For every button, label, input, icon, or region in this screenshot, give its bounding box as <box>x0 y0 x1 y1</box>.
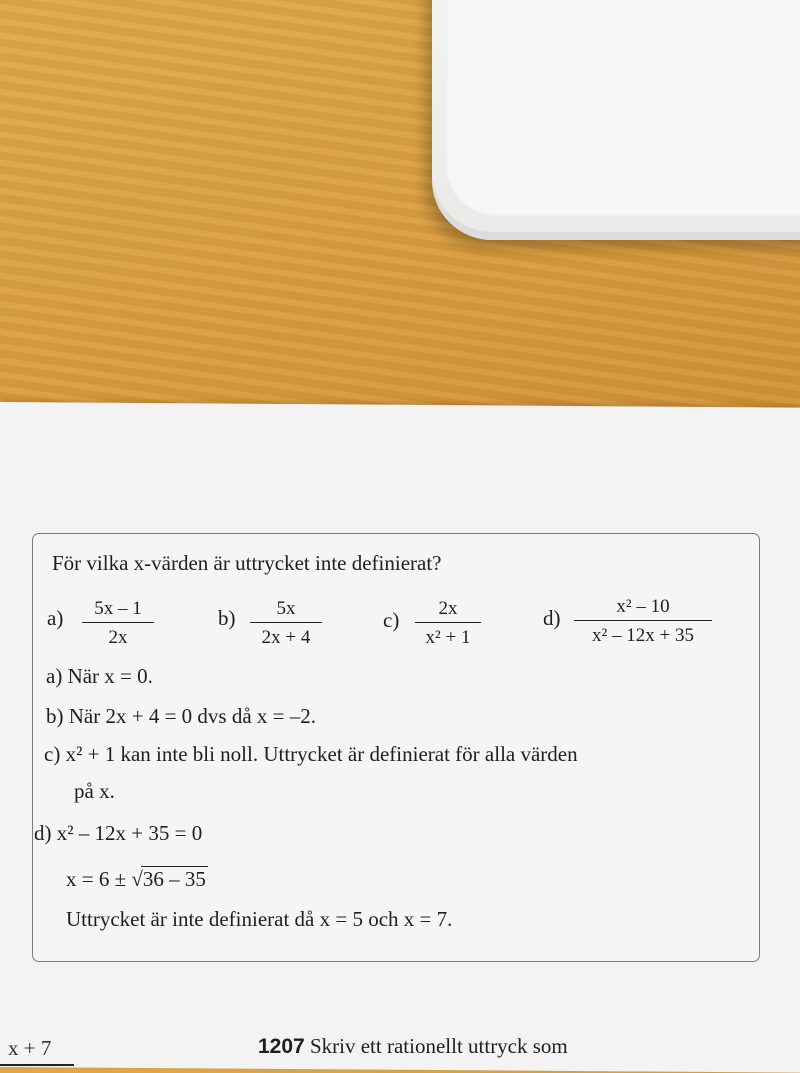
problem-c-label: c) <box>383 608 400 632</box>
fraction-bar-fragment <box>0 1064 74 1066</box>
tray-surface <box>446 0 800 218</box>
question-text: För vilka x-värden är uttrycket inte definierat? <box>52 551 442 575</box>
problem-b-label: b) <box>218 606 236 630</box>
answer-d-line3: Uttrycket är inte definierat då x = 5 och x = 7. <box>66 907 453 931</box>
answer-c-line1: c) x² + 1 kan inte bli noll. Uttrycket är definierat för alla värden <box>44 742 578 766</box>
problem-c-fraction <box>415 599 481 647</box>
problem-b-fraction <box>250 599 322 647</box>
problem-a-numerator: 5x – 1 <box>94 598 142 619</box>
answer-d-line2-prefix: x = 6 ± √ <box>66 867 143 891</box>
problem-a-label: a) <box>47 606 64 630</box>
exercise-text: Skriv ett rationellt uttryck som <box>309 1034 568 1058</box>
answer-d-line2 <box>66 866 208 892</box>
footer-left-fragment: x + 7 <box>8 1036 52 1060</box>
answer-d-line1: d) x² – 12x + 35 = 0 <box>34 821 203 845</box>
exercise-1207 <box>258 1034 568 1059</box>
answer-c-line2: på x. <box>74 779 115 803</box>
answer-b: b) När 2x + 4 = 0 dvs då x = –2. <box>46 704 316 728</box>
problem-a-fraction <box>82 599 154 647</box>
problem-b-denominator: 2x + 4 <box>250 622 322 647</box>
problem-d-fraction <box>574 597 712 645</box>
answer-a: a) När x = 0. <box>46 664 153 688</box>
exercise-number: 1207 <box>258 1035 305 1058</box>
problem-d-denominator: x² – 12x + 35 <box>574 620 712 645</box>
problem-d-numerator: x² – 10 <box>616 596 670 617</box>
white-tray <box>432 0 800 240</box>
square-root-radicand: 36 – 35 <box>142 867 206 891</box>
problem-b-numerator: 5x <box>276 598 296 619</box>
problem-a-denominator: 2x <box>82 622 154 647</box>
problem-d-label: d) <box>543 606 561 630</box>
problem-c-numerator: 2x <box>438 598 458 619</box>
problem-c-denominator: x² + 1 <box>415 622 481 647</box>
